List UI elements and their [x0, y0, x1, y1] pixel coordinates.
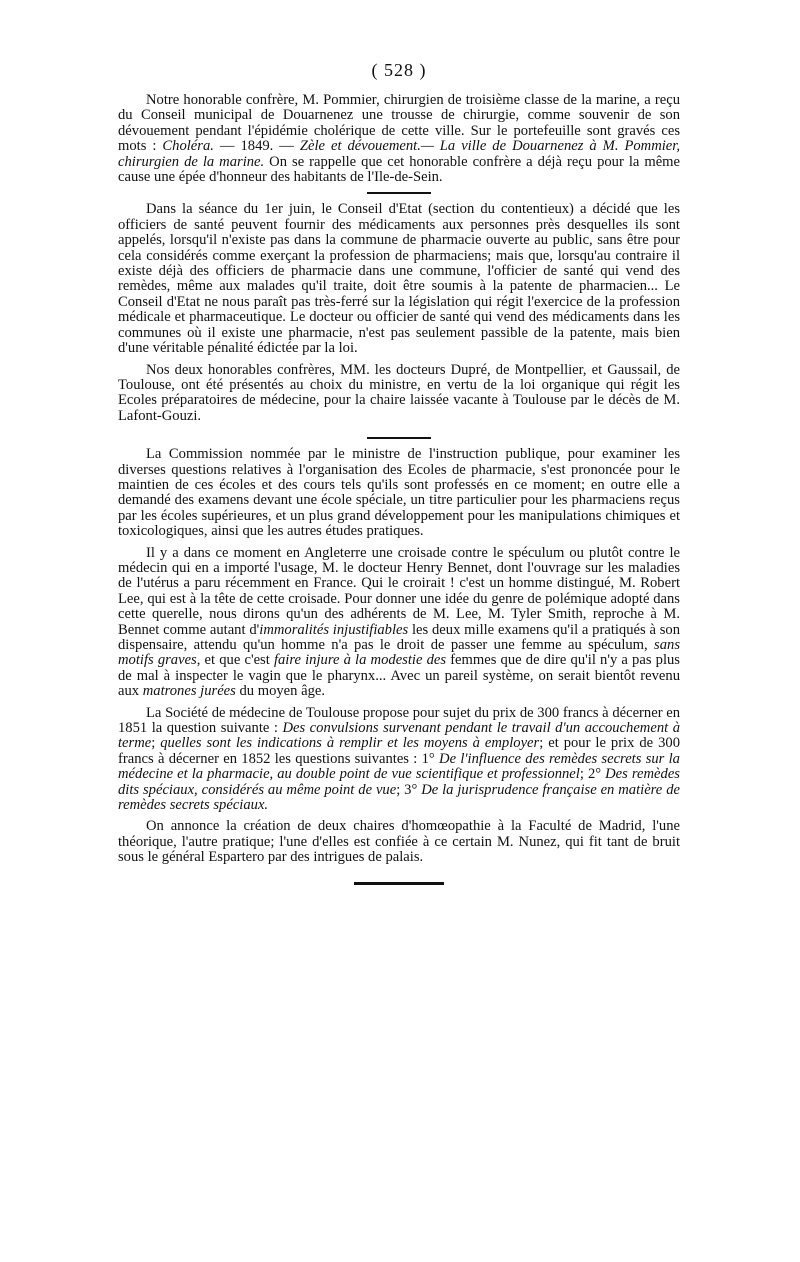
text-run: Notre honorable confrère, M. Pommier, chirurgien de troisième classe de la marine, a reçu du Conseil municipal de Douarnenez une trousse de chirurgie, comme souvenir de son dévouement pendant l'épidémie cholérique de cette ville. Sur le portefeuille sont gravés ces mots : — [118, 92, 680, 155]
paragraph-madrid-homeopathie: On annonce la création de deux chaires d'homœopathie à la Faculté de Madrid, l'une théorique, l'autre pratique; l'une d'elles est confiée à ce certain M. Nunez, qui fit tant de bruit sous le général Espartero par des intrigues de palais. — [118, 818, 680, 866]
text-run: ; 3° — [396, 781, 422, 798]
text-emphasis: immoralités injustifiables — [259, 621, 409, 638]
paragraph-speculum — [118, 546, 680, 706]
text-run: ; — [151, 735, 161, 752]
page — [118, 60, 680, 893]
text-emphasis: Des remèdes dits spéciaux, considérés au même point de vue — [118, 766, 680, 798]
text-run: ; et pour le prix de 300 francs à décerner en 1852 les questions suivantes : 1° — [118, 735, 680, 767]
text-emphasis: Zèle et dévouement.— La ville de Douarnenez à M. Pommier, chirurgien de la marine. — [118, 138, 680, 170]
text-emphasis: De la jurisprudence française en matière de remèdes secrets spéciaux. — [118, 781, 680, 814]
text-run: , et que c'est — [196, 652, 274, 669]
text-emphasis: De l'influence des remèdes secrets sur la médecine et la pharmacie, au double point de vue scientifique et professionnel — [118, 750, 680, 783]
text-run: du moyen âge. — [235, 683, 325, 700]
paragraph-conseil-etat: Dans la séance du 1er juin, le Conseil d'Etat (section du contentieux) a décidé que les officiers de santé peuvent fournir des médicaments aux personnes près desquelles ils sont appelés, lorsqu'il n'existe pas dans la commune de pharmacie ouverte au public, sans être pour cela considérés comme exerçant la profession de pharmaciens; mais que, lorsqu'au contraire il existe déjà des officiers de pharmacie dans une commune, l'officier de santé qui vend des remèdes, même aux malades qu'il traite, doit être soumis à la patente de pharmacien... Le Conseil d'Etat ne nous paraît pas très-ferré sur la législation qui régit l'exercice de la profession médicale et pharmaceutique. Le docteur ou officier de santé qui vend des médicaments dans les communes où il existe une pharmacie, n'est pas seulement passible de la patente, mais bien d'une véritable pénalité édictée par la loi. — [118, 201, 680, 357]
text-emphasis: faire injure à la modestie des — [273, 652, 447, 669]
separator-rule — [367, 192, 431, 194]
paragraph-pommier — [118, 93, 680, 185]
paragraph-commission-pharmacie: La Commission nommée par le ministre de l'instruction publique, pour examiner les diverses questions relatives à l'organisation des Ecoles de pharmacie, s'est prononcée pour le maintien de ces écoles et des cours tels qu'ils sont professés en ce moment; en outre elle a demandé des examens devant une école spéciale, un titre particulier pour les pharmaciens reçus par les écoles supérieures, et un plus grand développement pour les manipulations chimiques et toxicologiques, ainsi que les autres études pratiques. — [118, 446, 680, 540]
text-emphasis: matrones jurées — [142, 683, 236, 700]
text-run: Il y a dans ce moment en Angleterre une croisade contre le spéculum ou plutôt contre le médecin qui en a importé l'usage, M. le docteur Henry Bennet, dont l'ouvrage sur les maladies de l'utérus a paru récemment en France. Qui le croirait ! c'est un homme distingué, M. Robert Lee, qui est à la tête de cette croisade. Pour donner une idée du genre de polémique adopté dans cette querelle, nous dirons qu'un des adhérents de M. Lee, M. Tyler Smith, reproche à M. Bennet comme autant d' — [118, 544, 680, 638]
text-emphasis: Des convulsions survenant pendant le travail d'un accouchement à terme — [118, 720, 680, 752]
separator-rule — [367, 437, 431, 439]
text-emphasis: sans motifs graves — [118, 637, 680, 669]
text-run: On se rappelle que cet honorable confrère a déjà reçu pour la même cause une épée d'honneur des habitants de l'Ile-de-Sein. — [118, 153, 680, 186]
text-run: ; 2° — [579, 766, 606, 783]
text-run: La Société de médecine de Toulouse propose pour sujet du prix de 300 francs à décerner en 1851 la question suivante : — [118, 704, 680, 737]
text-emphasis: quelles sont les indications à remplir et les moyens à employer — [160, 735, 540, 752]
text-run: — 1849. — — [213, 138, 300, 155]
page-number: ( 528 ) — [371, 60, 427, 80]
text-emphasis: Choléra. — [162, 138, 214, 155]
text-run: les deux mille examens qu'il a pratiqués à son dispensaire, attendu qu'un homme n'a pas le droit de passer une femme au spéculum, — [118, 621, 681, 653]
end-ornament — [354, 882, 444, 885]
paragraph-societe-toulouse — [118, 706, 680, 820]
paragraph-toulouse-chaire: Nos deux honorables confrères, MM. les docteurs Dupré, de Montpellier, et Gaussail, de Toulouse, ont été présentés au choix du ministre, en vertu de la loi organique qui régit les Ecoles préparatoires de médecine, pour la chaire laissée vacante à Toulouse par le décès de M. Lafont-Gouzi. — [118, 361, 680, 424]
text-run: femmes que de dire qu'il n'y a pas plus de mal à inspecter le vagin que le pharynx... Avec un pareil système, on serait bientôt revenu aux — [118, 652, 680, 700]
